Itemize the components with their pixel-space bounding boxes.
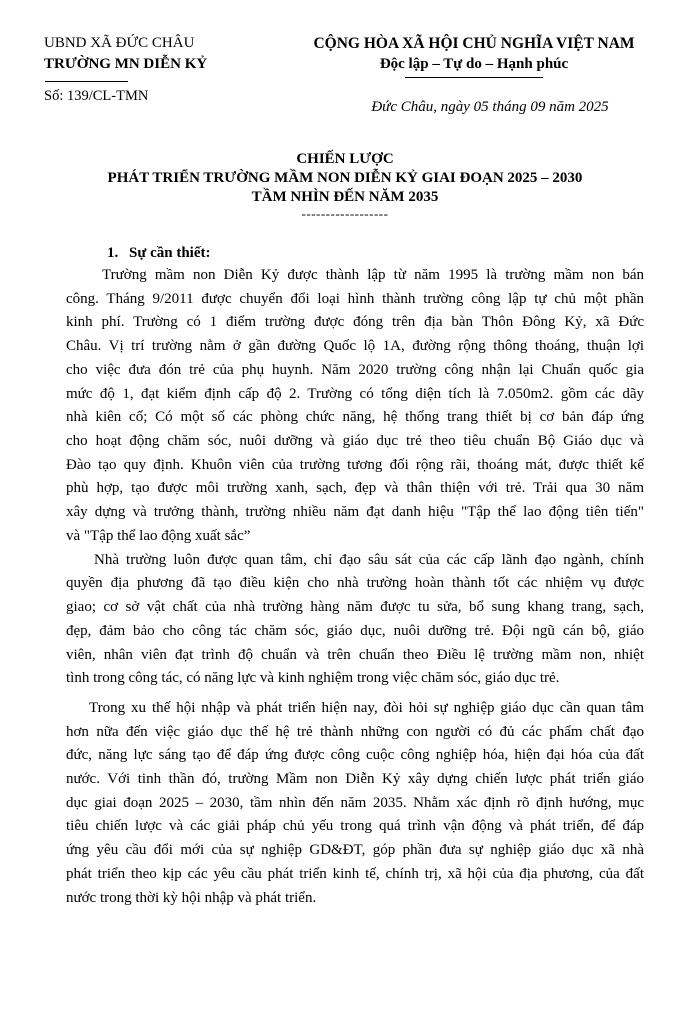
commune-name: UBND XÃ ĐỨC CHÂU [44, 35, 195, 51]
paragraph-line: nước trong thời kỳ hội nhập và phát triển. [66, 889, 317, 906]
paragraph-line: tình trong công tác, có năng lực và kinh nghiệm trong việc chăm sóc, giáo dục trẻ. [66, 670, 560, 687]
paragraph-line: đẹp, đảm bảo cho công tác chăm sóc, giáo dục, nuôi dưỡng trẻ. Đội ngũ cán bộ, giáo [66, 622, 644, 639]
paragraph-line: cho hoạt động chăm sóc, nuôi dưỡng và giáo dục trẻ theo tiêu chuẩn Bộ Giáo dục và [66, 432, 644, 449]
paragraph-line: Đào tạo quy định. Khuôn viên của trường tương đối rộng rãi, thoáng mát, được thiết kế [66, 456, 644, 473]
school-underline [45, 81, 128, 82]
paragraph-line: Trường mầm non Diễn Kỷ được thành lập từ năm 1995 là trường mầm non bán [102, 267, 644, 283]
school-name: TRƯỜNG MN DIỄN KỶ [44, 56, 208, 72]
issuing-authority-block [44, 33, 264, 106]
section-number: 1. [107, 245, 119, 261]
title-separator: ------------------ [301, 206, 389, 221]
national-motto: Độc lập – Tự do – Hạnh phúc [379, 56, 569, 72]
nation-name: CỘNG HÒA XÃ HỘI CHỦ NGHĨA VIỆT NAM [313, 35, 635, 52]
document-title [40, 150, 650, 221]
title-line-2: PHÁT TRIỂN TRƯỜNG MẦM NON DIỄN KỶ GIAI ĐOẠN 2025 – 2030 [107, 170, 583, 186]
paragraph-line: công. Tháng 9/2011 được chuyển đổi loại hình thành trường công lập tự chủ một phần [66, 290, 644, 307]
motto-underline [405, 77, 543, 78]
paragraph-line: viên, nhân viên đạt trình độ chuẩn và trên chuẩn theo Điều lệ trường mầm non, nhiệt [66, 646, 644, 663]
title-line-3: TẦM NHÌN ĐẾN NĂM 2035 [251, 189, 439, 205]
paragraph-line: quyền địa phương đã tạo điều kiện cho nhà trường hoàn thành tốt các nhiệm vụ được [66, 575, 644, 592]
paragraph-3 [66, 697, 644, 910]
paragraph-line: tiêu chiến lược và các giải pháp chủ yếu trong quá trình vận động và phát triển, để đáp [66, 818, 644, 835]
section-title: Sự cần thiết: [129, 245, 211, 261]
paragraph-line: đức, năng lực sáng tạo để đáp ứng được công cuộc công nghiệp hóa, hiện đại hóa của đất [66, 747, 644, 764]
paragraph-line: dục giai đoạn 2025 – 2030, tầm nhìn đến năm 2035. Nhằm xác định rõ định hướng, mục [66, 794, 644, 811]
document-number: Số: 139/CL-TMN [44, 88, 149, 104]
paragraph-line: giao; cơ sở vật chất của nhà trường hàng năm được tu sửa, bổ sung khang trang, sạch, [66, 599, 644, 616]
section-heading [107, 243, 211, 264]
paragraph-line: Châu. Vị trí trường nằm ở gần đường Quốc lộ 1A, đường rộng thông thoáng, thuận lợi [66, 338, 644, 355]
paragraph-2 [66, 549, 644, 691]
document-body [66, 264, 644, 910]
paragraph-line: xây dựng và trưởng thành, trường nhiều năm đạt danh hiệu "Tập thể lao động tiên tiến" [66, 504, 644, 521]
paragraph-line: kinh phí. Trường có 1 điểm trường được đóng trên địa bàn Thôn Đông Kỷ, xã Đức [66, 314, 644, 331]
paragraph-line: mức độ 1, đạt kiểm định cấp độ 2. Trường có tổng diện tích là 7.050m2. gồm các dãy [66, 385, 644, 402]
title-line-1: CHIẾN LƯỢC [296, 151, 394, 167]
paragraph-1 [66, 264, 644, 548]
paragraph-line: nhà kiên cố; Có một số các phòng chức năng, hệ thống trang thiết bị cơ bản đáp ứng [66, 409, 644, 426]
paragraph-line: nước. Với tinh thần đó, trường Mầm non Diễn Kỷ xây dựng chiến lược phát triển giáo [66, 771, 644, 788]
paragraph-line: phát triển theo kịp các yêu cầu phát triển kinh tế, chính trị, xã hội của địa phương, của đất [66, 865, 644, 882]
paragraph-line: Nhà trường luôn được quan tâm, chỉ đạo sâu sát của các cấp lãnh đạo ngành, chính [94, 551, 644, 568]
paragraph-line: Trong xu thế hội nhập và phát triển hiện nay, đòi hỏi sự nghiệp giáo dục cần quan tâm [89, 699, 644, 716]
paragraph-line: phù hợp, tạo được môi trường xanh, sạch, đẹp và thân thiện với trẻ. Trải qua 30 năm [66, 480, 644, 497]
place-date-line: Đức Châu, ngày 05 tháng 09 năm 2025 [371, 99, 609, 115]
paragraph-line: cho việc đưa đón trẻ của phụ huynh. Năm 2020 trường công nhận lại Chuẩn quốc gia [66, 361, 644, 378]
national-title-block [296, 33, 652, 78]
paragraph-line: ứng yêu cầu đổi mới của sự nghiệp GD&ĐT, góp phần đưa sự nghiệp giáo dục xã nhà [66, 842, 644, 859]
paragraph-line: hơn nữa đến việc giáo dục thế hệ trẻ thành những con người có đủ các phẩm chất đạo [66, 723, 644, 740]
paragraph-line: và "Tập thể lao động xuất sắc” [66, 527, 251, 544]
